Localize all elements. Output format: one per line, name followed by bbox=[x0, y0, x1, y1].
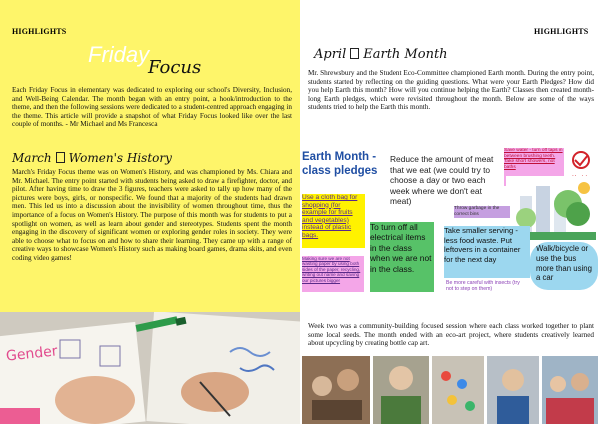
photo-class-group bbox=[542, 356, 598, 424]
april-label: April bbox=[314, 47, 347, 62]
march-heading bbox=[12, 151, 172, 165]
verdala-logo bbox=[566, 150, 596, 176]
pledge-insects: Be more careful with insects (try not to step on them) bbox=[446, 280, 520, 292]
photo-bottle-caps bbox=[432, 356, 484, 424]
highlights-label-right: HIGHLIGHTS bbox=[534, 27, 589, 36]
square-glyph-icon bbox=[350, 48, 359, 59]
photo-gender-word: Gender bbox=[5, 343, 59, 365]
week-two-paragraph: Week two was a community-building focused session where each class worked together to plant some local seeds. The month ended with an eco-art project, where students creatively learned about upcycling by creating bottle cap art. bbox=[308, 322, 594, 348]
intro-paragraph: Each Friday Focus in elementary was dedicated to exploring our school's Diversity, Inclusion, and Well-Being Calendar. The month began with an entry point, a hook/introduction to the theme, and then the following sessions were dedicated to a student-centred approach engaging in the theme. This article will provide a snapshot of what Friday Focus looked like over the last couple of months. - Mr Michael and Ms Francesca bbox=[12, 86, 292, 129]
pledges-title: Earth Month - class pledges bbox=[302, 151, 378, 177]
right-page bbox=[300, 0, 600, 424]
march-paragraph: March's Friday Focus theme was on Women's History, and was championed by Ms. Chiara and Mr. Michael. The entry point started with students being asked to draw a firefighter, doctor, and pilot. After having time to draw the 3 figures, teachers were asked to tally up how many of the pictures were boys, girls, or nonspecific. We found that a majority of the students had drawn men. This led us into a discussion about the invisibility of women throughout time, thus the importance of a focus on Women's History. The purpose of this month was for students to put a spotlight on women, as well as learn about gender and stereotypes. Students spent the month engaging in the discovery of significant women or exploring gender roles in society. They were able to choose what to focus on and how to share their learning. They came up with a range of creative ways to showcase Women's History such as making board games, drama skits, and even coding video games! bbox=[12, 168, 292, 262]
pledge-meat: Reduce the amount of meat that we eat (we could try to choose a day or two each week where we don't eat meat) bbox=[390, 154, 494, 206]
march-label: March bbox=[12, 151, 52, 165]
photo-eco-art bbox=[487, 356, 539, 424]
pledge-garbage: Throw garbage in the correct bins bbox=[454, 206, 510, 218]
womens-history-label: Women's History bbox=[68, 151, 172, 165]
pledge-water: Save water - turn off taps in between brushing teeth. Take short showers, not baths bbox=[504, 148, 564, 186]
highlights-label-left: HIGHLIGHTS bbox=[12, 27, 67, 36]
pledge-walk: Walk/bicycle or use the bus more than using a car bbox=[530, 242, 598, 290]
pledge-portions: Take smaller serving - less food waste. Put leftovers in a container for the next day bbox=[444, 226, 530, 278]
april-paragraph: Mr. Shrewsbury and the Student Eco-Committee championed Earth month. During the entry point, students started by reflecting on the guiding questions. What were your Earth Pledges? How did you help Earth this month? How will you continue helping the Earth? Classes then created month-long Earth pledges, which were revisited throughout the month. Below are some of the ways students tried to help the Earth this month. bbox=[308, 69, 594, 112]
students-drawing-photo bbox=[0, 312, 300, 424]
pledge-paper: Making sure we are not wasting paper by using both sides of the paper, recycling, writing out name and saving our pictures bigger bbox=[302, 256, 364, 292]
friday-title: Friday bbox=[88, 42, 150, 67]
focus-title: Focus bbox=[148, 57, 202, 78]
earth-month-label: Earth Month bbox=[363, 47, 448, 62]
photo-strip bbox=[302, 356, 598, 424]
pledges-poster bbox=[300, 146, 600, 294]
pledge-electrical: To turn off all electrical items in the class when we are not in the class. bbox=[370, 222, 434, 292]
square-glyph-icon bbox=[56, 152, 65, 163]
photo-planting bbox=[373, 356, 429, 424]
photo-seeds bbox=[302, 356, 370, 424]
april-heading bbox=[314, 47, 448, 62]
pledge-cloth-bag: Use a cloth bag for shopping (for example for fruits and vegetables) instead of plastic bags. bbox=[302, 194, 365, 248]
